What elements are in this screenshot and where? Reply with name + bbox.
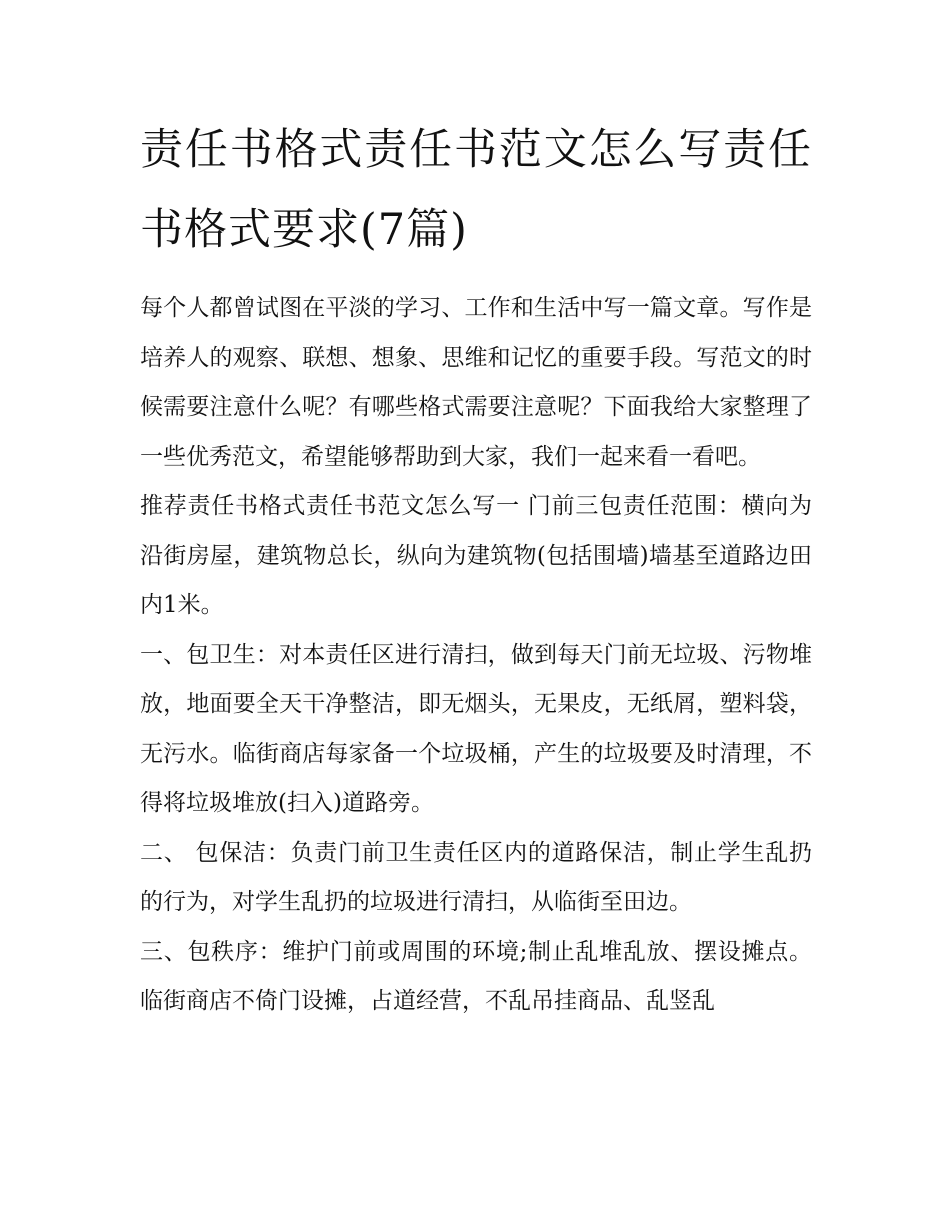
scope-paragraph: 推荐责任书格式责任书范文怎么写一 门前三包责任范围：横向为沿街房屋，建筑物总长，纵向为建筑物(包括围墙)墙基至道路边田内1米。 (140, 493, 812, 618)
hygiene-paragraph: 一、包卫生：对本责任区进行清扫，做到每天门前无垃圾、污物堆放，地面要全天干净整洁，即无烟头，无果皮，无纸屑，塑料袋，无污水。临街商店每家备一个垃圾桶，产生的垃圾要及时清理，不得将垃圾堆放(扫入)道路旁。 (140, 641, 812, 816)
intro-paragraph: 每个人都曾试图在平淡的学习、工作和生活中写一篇文章。写作是培养人的观察、联想、想象、思维和记忆的重要手段。写范文的时候需要注意什么呢？有哪些格式需要注意呢？下面我给大家整理了一些优秀范文，希望能够帮助到大家，我们一起来看一看吧。 (140, 295, 812, 470)
cleaning-paragraph: 二、 包保洁：负责门前卫生责任区内的道路保洁，制止学生乱扔的行为，对学生乱扔的垃圾进行清扫，从临街至田边。 (140, 839, 812, 915)
order-paragraph: 三、包秩序：维护门前或周围的环境;制止乱堆乱放、摆设摊点。临街商店不倚门设摊，占道经营，不乱吊挂商品、乱竖乱 (140, 938, 812, 1014)
document-page (140, 110, 812, 1027)
document-title: 责任书格式责任书范文怎么写责任书格式要求(7篇) (140, 125, 812, 255)
